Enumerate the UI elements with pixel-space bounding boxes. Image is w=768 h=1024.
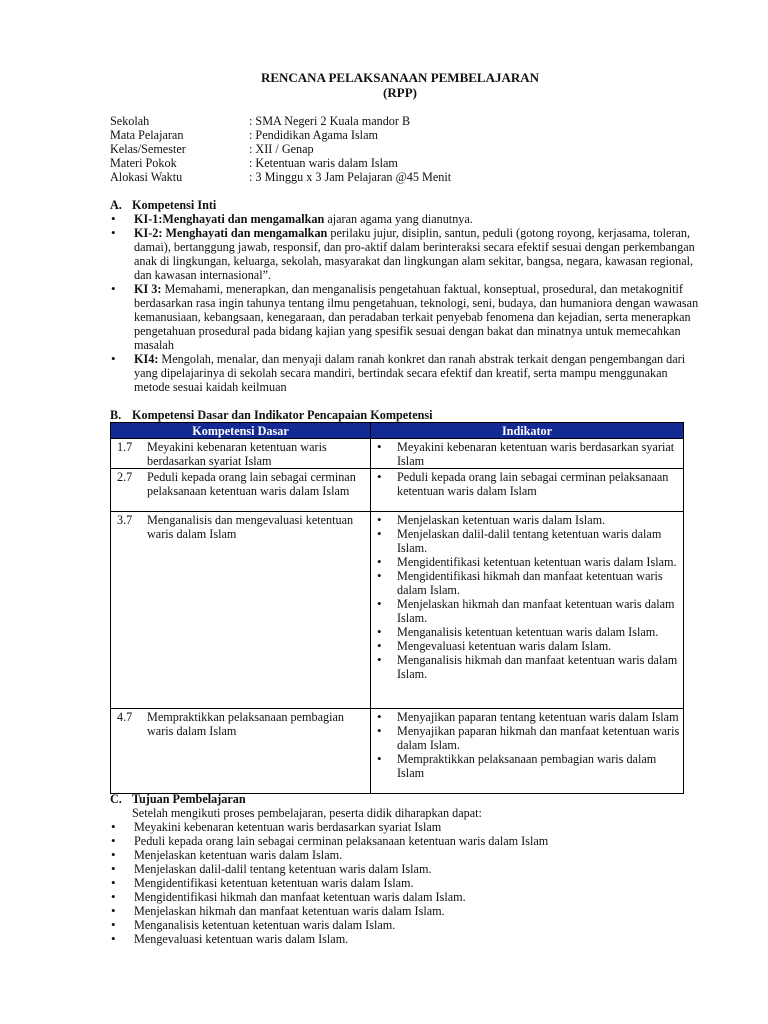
document-title [0, 70, 768, 100]
kd-cell [111, 469, 371, 512]
kd-text: Menganalisis dan mengevaluasi ketentuan waris dalam Islam [147, 513, 354, 541]
kd-text: Peduli kepada orang lain sebagai cerminan pelaksanaan ketentuan waris dalam Islam [147, 470, 356, 498]
ki-text: Memahami, menerapkan, dan menganalisis pengetahuan faktual, konseptual, prosedural, dan metakognitif berdasarkan rasa ingin tahunya tentang ilmu pengetahuan, teknologi, seni, budaya, dan humaniora dengan wawasan kemanusiaan, kebangsaan, kenegaraan, dan peradaban terkait penyebab fenomena dan kejadian, serta menerapkan pengetahuan prosedural pada bidang kajian yang spesifik sesuai dengan bakat dan minatnya untuk memecahkan masalah [134, 282, 699, 352]
kd-cell [111, 439, 371, 469]
kd-cell [111, 709, 371, 794]
info-block [110, 114, 451, 184]
kd-number: 1.7 [117, 440, 133, 454]
title-line-1: RENCANA PELAKSANAAN PEMBELAJARAN [260, 70, 540, 85]
kd-number: 4.7 [117, 710, 133, 724]
ki-text: perilaku jujur, disiplin, santun, peduli (gotong royong, kerjasama, toleran, damai), bertanggung jawab, responsif, dan pro-aktif dalam berinteraksi secara efektif sesuai dengan perkembangan anak di lingkungan, keluarga, sekolah, masyarakat dan lingkungan alam sekitar, bangsa, negara, kawasan regional, dan kawasan internasional”. [134, 226, 695, 282]
kd-text: Meyakini kebenaran ketentuan waris berdasarkan syariat Islam [147, 440, 327, 468]
list-item: • Peduli kepada orang lain sebagai cerminan pelaksanaan ketentuan waris dalam Islam [110, 834, 700, 848]
column-header-indikator: Indikator [371, 423, 684, 439]
section-heading [110, 408, 700, 422]
section-title: Kompetensi Inti [132, 198, 217, 212]
tujuan-list [110, 820, 700, 946]
list-item [110, 212, 700, 226]
ki-code: KI 3: [134, 282, 162, 296]
info-row [110, 156, 451, 170]
info-value: : SMA Negeri 2 Kuala mandor B [249, 114, 411, 128]
section-tujuan-pembelajaran [110, 792, 700, 946]
table-row [111, 469, 684, 512]
ki-code: KI4: [134, 352, 159, 366]
ki-text: ajaran agama yang dianutnya. [324, 212, 473, 226]
table-row [111, 512, 684, 709]
list-item: • Meyakini kebenaran ketentuan waris berdasarkan syariat Islam [371, 440, 683, 468]
tujuan-intro: Setelah mengikuti proses pembelajaran, peserta didik diharapkan dapat: [132, 806, 482, 820]
list-item: • Menjelaskan hikmah dan manfaat ketentuan waris dalam Islam. [110, 904, 700, 918]
info-row [110, 170, 451, 184]
indicator-cell [371, 512, 684, 709]
indicator-cell [371, 709, 684, 794]
section-heading [110, 792, 700, 806]
list-item: • Menganalisis ketentuan ketentuan waris dalam Islam. [110, 918, 700, 932]
list-item: • Menganalisis hikmah dan manfaat ketentuan waris dalam Islam. [371, 653, 683, 681]
section-title: Kompetensi Dasar dan Indikator Pencapaian Kompetensi [132, 408, 433, 422]
info-label: Kelas/Semester [110, 142, 186, 156]
info-value: : XII / Genap [249, 142, 314, 156]
indicator-list [371, 470, 683, 498]
title-line-2: (RPP) [383, 85, 417, 100]
table-row [111, 709, 684, 794]
column-header-kd: Kompetensi Dasar [111, 423, 371, 439]
info-value: : Ketentuan waris dalam Islam [249, 156, 398, 170]
indicator-list [371, 513, 683, 681]
indicator-cell [371, 469, 684, 512]
list-item [110, 282, 700, 352]
list-item: • Mengevaluasi ketentuan waris dalam Islam. [371, 639, 683, 653]
list-item: • Mengidentifikasi ketentuan ketentuan waris dalam Islam. [371, 555, 683, 569]
info-label: Materi Pokok [110, 156, 177, 170]
section-letter: A. [110, 198, 122, 212]
list-item [110, 352, 700, 394]
list-item: • Meyakini kebenaran ketentuan waris berdasarkan syariat Islam [110, 820, 700, 834]
kd-cell [111, 512, 371, 709]
info-label: Sekolah [110, 114, 150, 128]
list-item: • Menjelaskan dalil-dalil tentang ketentuan waris dalam Islam. [371, 527, 683, 555]
list-item: • Peduli kepada orang lain sebagai cerminan pelaksanaan ketentuan waris dalam Islam [371, 470, 683, 498]
indicator-list [371, 440, 683, 468]
section-kompetensi-inti [110, 198, 700, 394]
info-value: : 3 Minggu x 3 Jam Pelajaran @45 Menit [249, 170, 452, 184]
section-heading [110, 198, 700, 212]
info-row [110, 142, 451, 156]
indicator-cell [371, 439, 684, 469]
list-item [110, 226, 700, 282]
ki-code: KI-1:Menghayati dan mengamalkan [134, 212, 325, 226]
list-item: • Menjelaskan ketentuan waris dalam Islam. [110, 848, 700, 862]
section-title: Tujuan Pembelajaran [132, 792, 246, 806]
list-item: • Menjelaskan dalil-dalil tentang ketentuan waris dalam Islam. [110, 862, 700, 876]
list-item: • Mengidentifikasi hikmah dan manfaat ketentuan waris dalam Islam. [371, 569, 683, 597]
list-item: • Menyajikan paparan hikmah dan manfaat ketentuan waris dalam Islam. [371, 724, 683, 752]
table-row [111, 439, 684, 469]
list-item: • Mengidentifikasi hikmah dan manfaat ketentuan waris dalam Islam. [110, 890, 700, 904]
info-label: Mata Pelajaran [110, 128, 184, 142]
ki-text: Mengolah, menalar, dan menyaji dalam ranah konkret dan ranah abstrak terkait dengan pengembangan dari yang dipelajarinya di sekolah secara mandiri, bertindak secara efektif dan kreatif, serta mampu menggunakan metode sesuai kaidah keilmuan [134, 352, 686, 394]
info-value: : Pendidikan Agama Islam [249, 128, 378, 142]
section-letter: C. [110, 792, 122, 806]
section-kompetensi-dasar [110, 408, 700, 422]
kd-number: 3.7 [117, 513, 133, 527]
kd-text: Mempraktikkan pelaksanaan pembagian waris dalam Islam [147, 710, 344, 738]
info-row [110, 128, 451, 142]
list-item: • Menjelaskan hikmah dan manfaat ketentuan waris dalam Islam. [371, 597, 683, 625]
list-item: • Mengevaluasi ketentuan waris dalam Islam. [110, 932, 700, 946]
info-row [110, 114, 451, 128]
kd-number: 2.7 [117, 470, 133, 484]
list-item: • Menganalisis ketentuan ketentuan waris dalam Islam. [371, 625, 683, 639]
ki-code: KI-2: Menghayati dan mengamalkan [134, 226, 328, 240]
table-header-row [111, 423, 684, 439]
list-item: • Mempraktikkan pelaksanaan pembagian waris dalam Islam [371, 752, 683, 780]
info-label: Alokasi Waktu [110, 170, 183, 184]
kd-table [110, 422, 684, 794]
list-item: • Menyajikan paparan tentang ketentuan waris dalam Islam [371, 710, 683, 724]
list-item: • Mengidentifikasi ketentuan ketentuan waris dalam Islam. [110, 876, 700, 890]
ki-list [110, 212, 700, 394]
list-item: • Menjelaskan ketentuan waris dalam Islam. [371, 513, 683, 527]
section-letter: B. [110, 408, 122, 422]
indicator-list [371, 710, 683, 780]
